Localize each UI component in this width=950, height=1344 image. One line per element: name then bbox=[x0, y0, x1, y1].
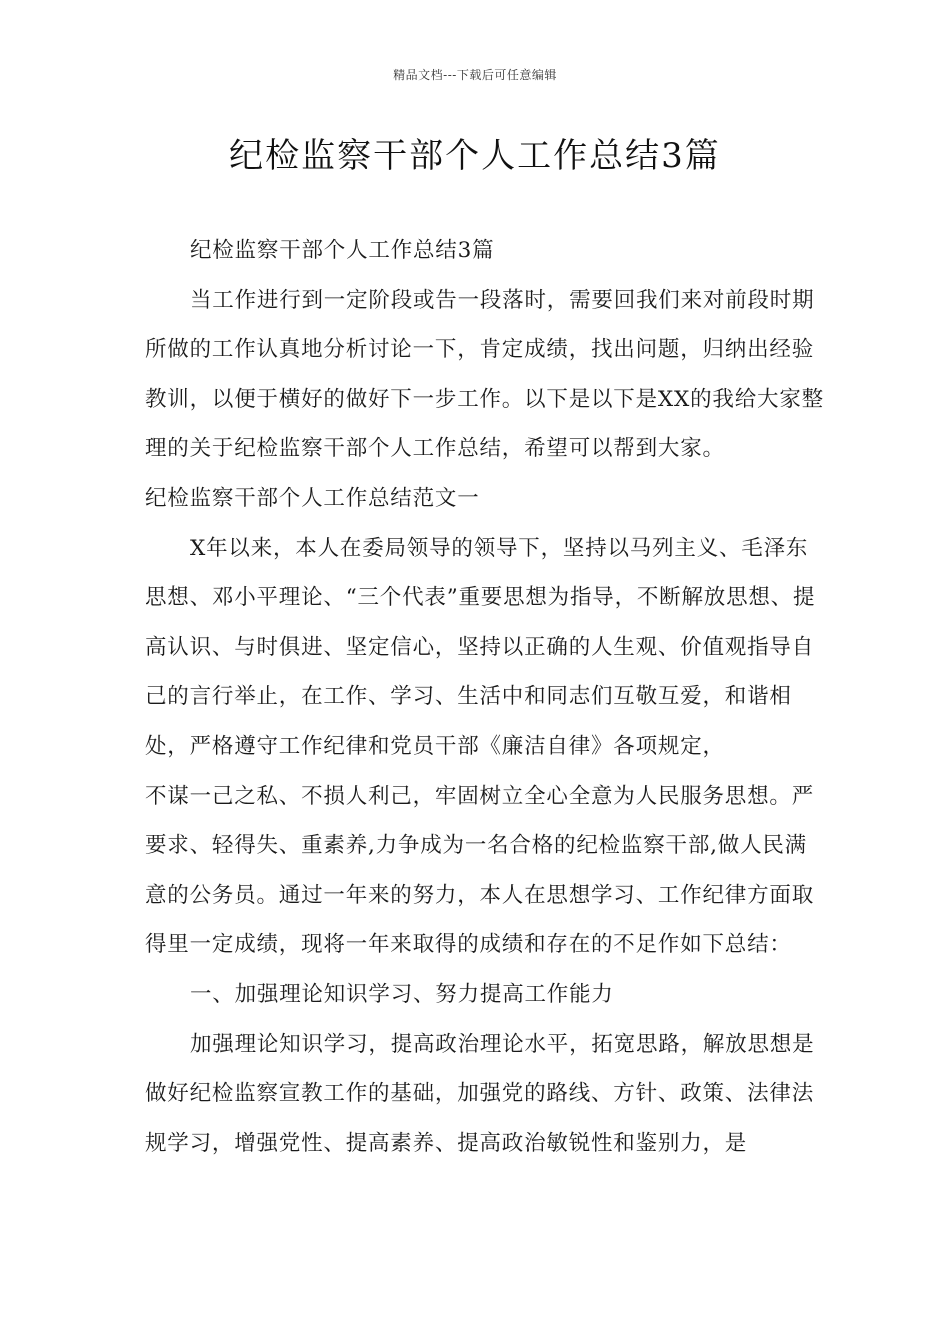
paragraph-body: X年以来，本人在委局领导的领导下，坚持以马列主义、毛泽东思想、邓小平理论、“三个代表”重要思想为指导，不断解放思想、提高认识、与时俱进、坚定信心，坚持以正确的人生观、价值观指导自己的言行举止，在工作、学习、生活中和同志们互敬互爱，和谐相处，严格遵守工作纪律和党员干部《廉洁自律》各项规定， bbox=[145, 535, 816, 759]
paragraph-body: 加强理论知识学习，提高政治理论水平，拓宽思路，解放思想是做好纪检监察宣教工作的基础，加强党的路线、方针、政策、法律法规学习，增强党性、提高素养、提高政治敏锐性和鉴别力，是 bbox=[145, 1031, 815, 1156]
document-body bbox=[145, 226, 825, 1168]
header-note: 精品文档---下载后可任意编辑 bbox=[393, 68, 557, 82]
paragraph-body-continued: 不谋一己之私、不损人利己，牢固树立全心全意为人民服务思想。严要求、轻得失、重素养,力争成为一名合格的纪检监察干部,做人民满意的公务员。通过一年来的努力，本人在思想学习、工作纪律方面取得里一定成绩，现将一年来取得的成绩和存在的不足作如下总结： bbox=[145, 783, 815, 958]
paragraph-section-heading: 纪检监察干部个人工作总结范文一 bbox=[145, 485, 480, 511]
paragraph-intro: 当工作进行到一定阶段或告一段落时，需要回我们来对前段时期所做的工作认真地分析讨论一下，肯定成绩，找出问题，归纳出经验教训，以便于横好的做好下一步工作。以下是以下是XX的我给大家整理的关于纪检监察干部个人工作总结，希望可以帮到大家。 bbox=[145, 287, 824, 462]
paragraph-subheading: 一、加强理论知识学习、努力提高工作能力 bbox=[190, 981, 614, 1007]
paragraph-subtitle: 纪检监察干部个人工作总结3篇 bbox=[190, 238, 495, 263]
document-title: 纪检监察干部个人工作总结3篇 bbox=[229, 136, 721, 176]
